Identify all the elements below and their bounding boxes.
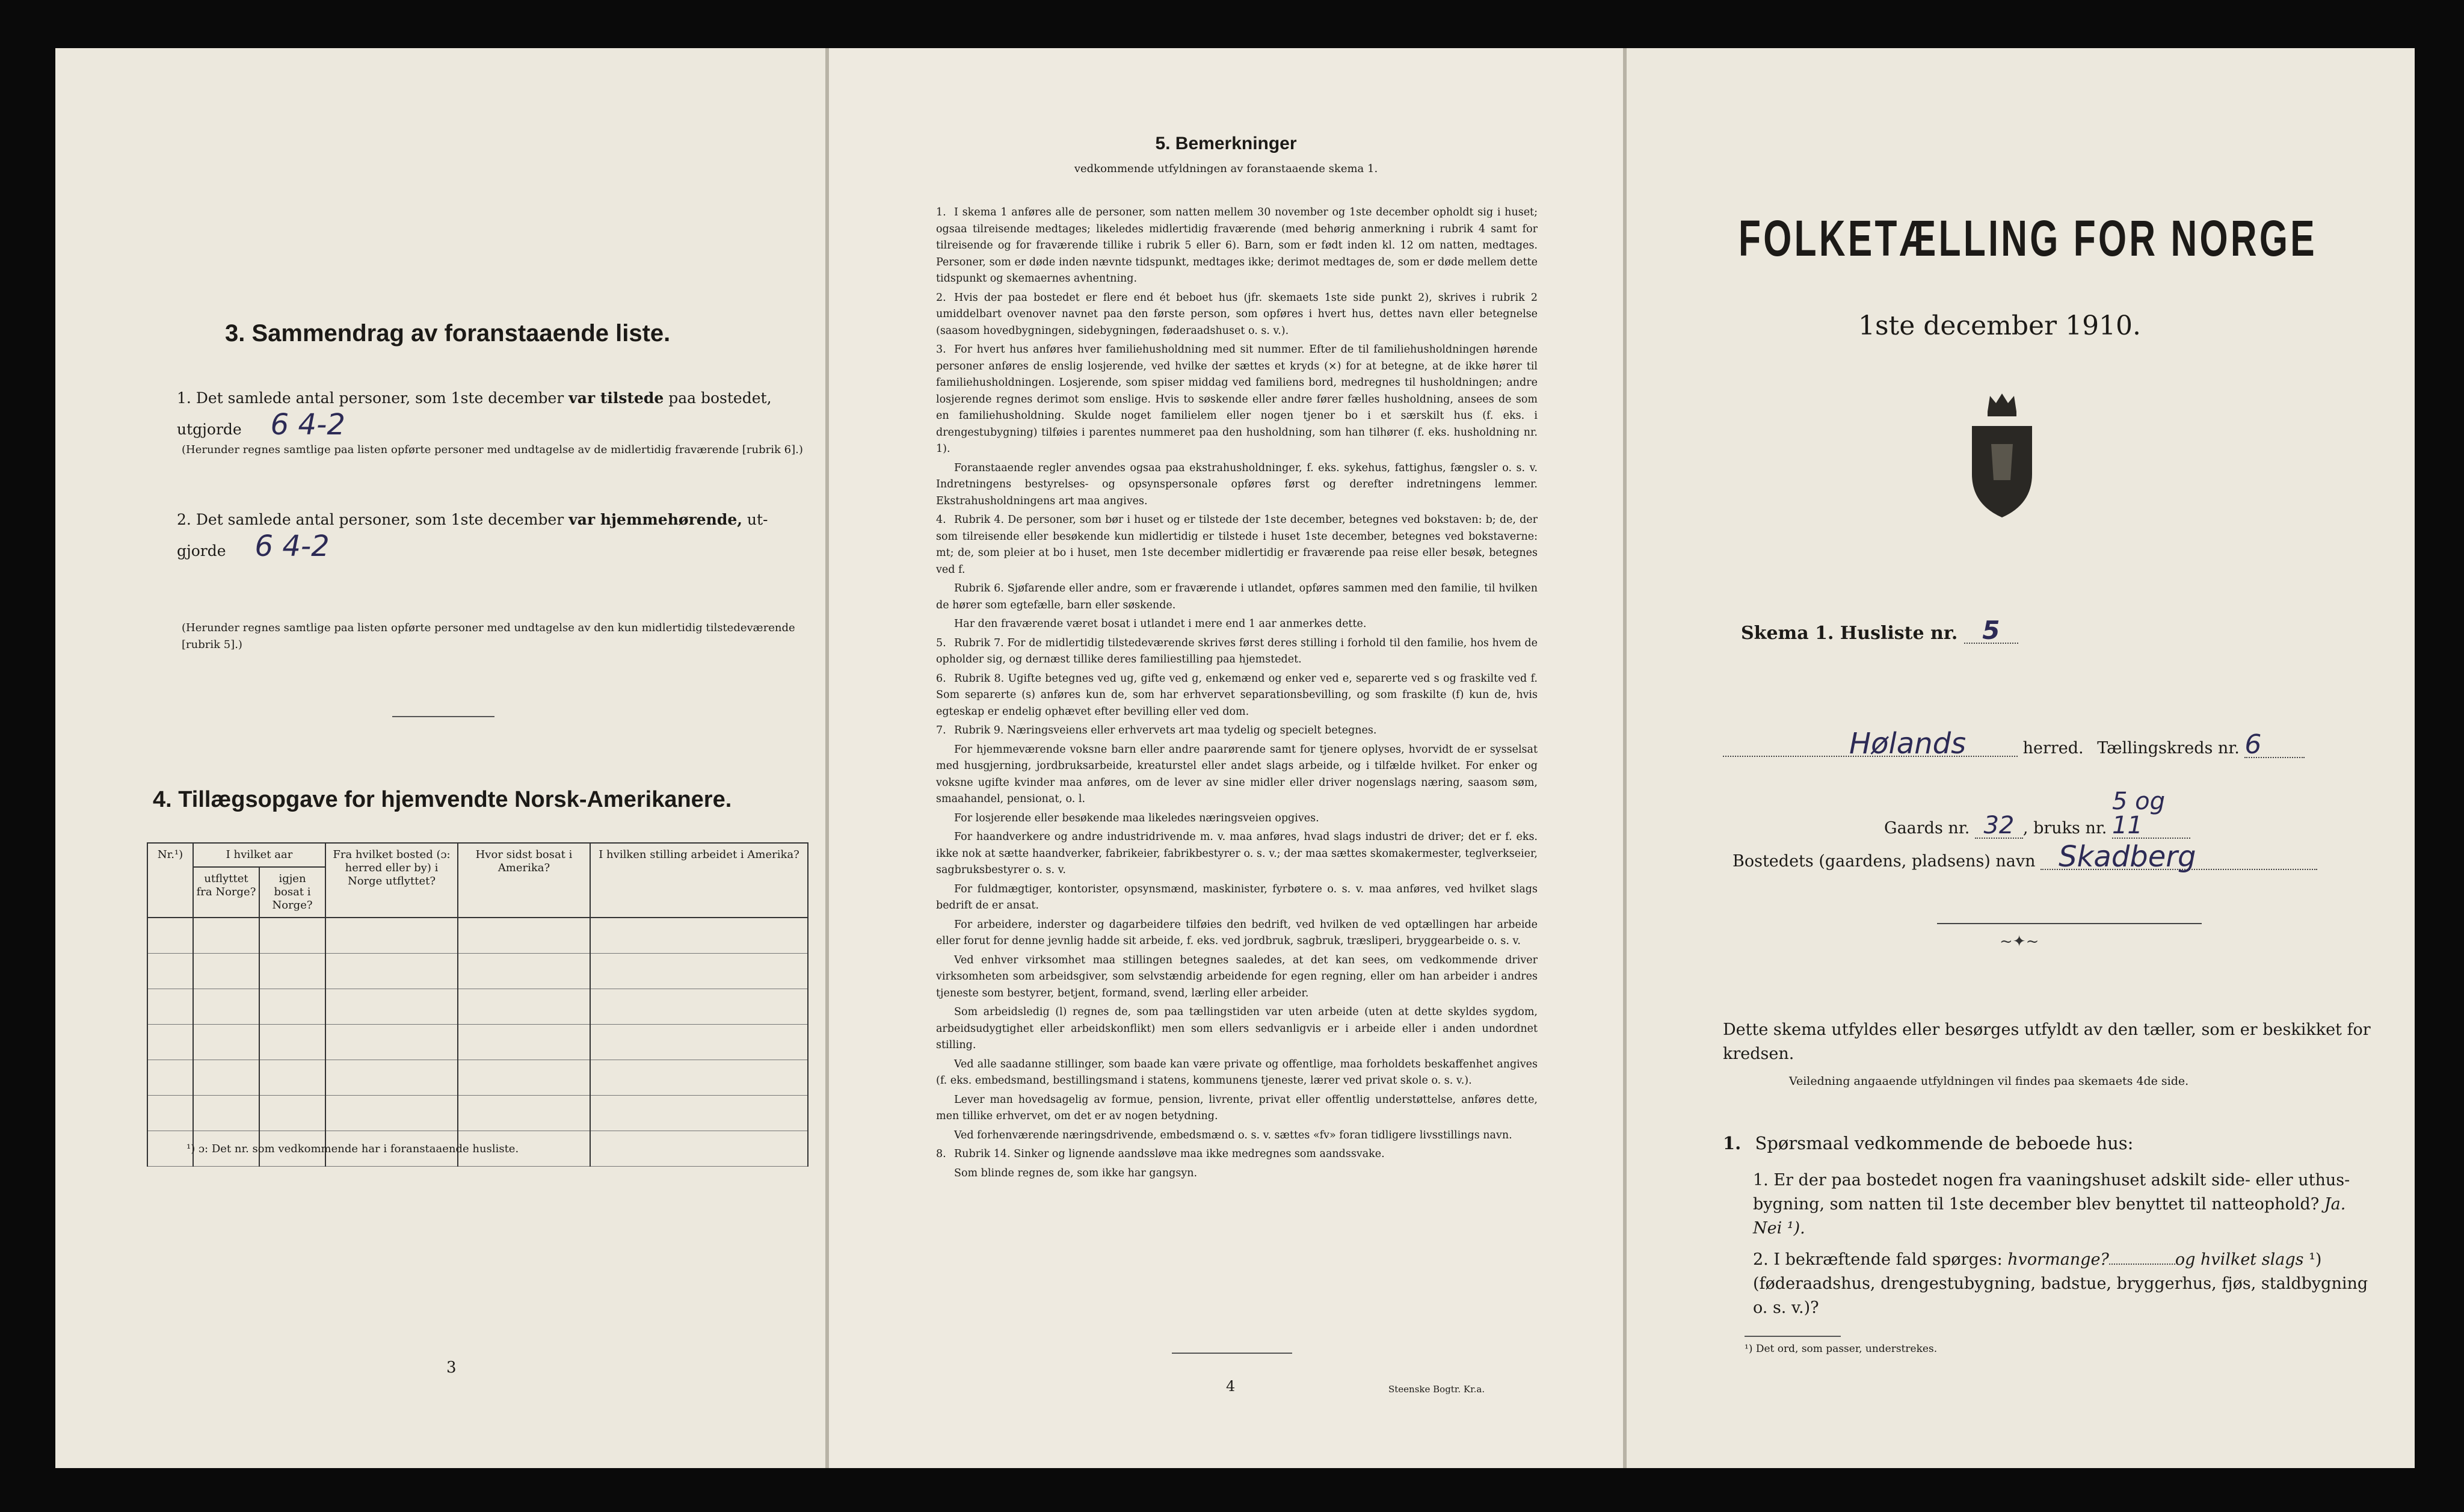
husliste-nr-field: 5: [1964, 619, 2018, 644]
remarks-list: [936, 205, 1538, 1184]
col-year-group: I hvilket aar: [193, 843, 325, 867]
section3-title: 3. Sammendrag av foranstaaende liste.: [225, 320, 671, 347]
table-row: [147, 989, 808, 1025]
form-title: FOLKETÆLLING FOR NORGE: [1739, 210, 2317, 267]
table-row: [147, 954, 808, 989]
gaards-line: Gaards nr. 32 , bruks nr. 5 og 11: [1884, 789, 2190, 841]
item1-handwritten-value: 6 4-2: [270, 408, 345, 442]
form-date: 1ste december 1910.: [1858, 310, 2142, 341]
list-item: Rubrik 6. Sjøfarende eller andre, som er fraværende i utlandet, opføres sammen med den familie, til hvilken de hører som egtefælle, barn eller søskende.: [936, 582, 1538, 611]
list-item: For losjerende eller besøkende maa likeledes næringsveien opgives.: [954, 812, 1319, 824]
list-item: 7. Rubrik 9. Næringsveiens eller erhvervets art maa tydelig og specielt betegnes.: [936, 724, 1377, 736]
question-1: 1. Er der paa bostedet nogen fra vaaningshuset adskilt side- eller uthus-bygning, som natten til 1ste december blev benyttet til natteophold? Ja. Nei ¹).: [1753, 1171, 2350, 1238]
section4-footnote: ¹) ɔ: Det nr. som vedkommende har i foranstaaende husliste.: [186, 1143, 519, 1155]
table-row: [147, 918, 808, 954]
list-item: For fuldmægtiger, kontorister, opsynsmænd, maskinister, fyrbøtere o. s. v. maa anføres, ved hvilket slags bedrift de er ansat.: [936, 883, 1538, 912]
gaards-field: 32: [1975, 813, 2023, 839]
list-item: Ved forhenværende næringsdrivende, embedsmænd o. s. v. sættes «fv» foran tidligere livsstillings navn.: [954, 1129, 1512, 1141]
ornament-icon: ~✦~: [2000, 933, 2039, 951]
list-item: For hjemmeværende voksne barn eller andre paarørende samt for tjenere oplyses, hvorvidt de er sysselsat med husgjerning, jordbruksarbeide, kreaturstel eller andet slags arbeide, og i tilfælde hvilket. For enker og voksne ugifte kvinder maa anføres, om de lever av sine midler eller driver nogenslags næring, saasom søm, smaahandel, pensionat, o. l.: [936, 743, 1538, 805]
questions-heading: 1. Spørsmaal vedkommende de beboede hus:: [1723, 1133, 2134, 1153]
col-position: I hvilken stilling arbeidet i Amerika?: [590, 843, 808, 918]
schema-line: Skema 1. Husliste nr. 5: [1741, 619, 2018, 646]
divider: [1745, 1336, 1841, 1337]
col-nr: Nr.¹): [147, 843, 193, 918]
kreds-field: 6: [2244, 733, 2305, 758]
list-item: Foranstaaende regler anvendes ogsaa paa ekstrahusholdninger, f. eks. sykehus, fattighus, fængsler o. s. v. Indretningens bestyrelses- og opsynspersonale opføres først og derefter indretningens lemmer. Ekstrahusholdningens art maa angives.: [936, 461, 1538, 507]
herred-field: Hølands: [1723, 732, 2018, 757]
section3-item2: 2. Det samlede antal personer, som 1ste december var hjemmehørende, ut- gjorde 6 4-2: [177, 511, 768, 563]
list-item: Ved alle saadanne stillinger, som baade kan være private og offentlige, maa forholdets beskaffenhet angives (f. eks. embedsmand, bestillingsmand i statens, kommunens tjeneste, lærer ved privat skole o. s. v.).: [936, 1058, 1538, 1087]
guidance-text: Veiledning angaaende utfyldningen vil findes paa skemaets 4de side.: [1789, 1075, 2189, 1088]
divider: [1937, 923, 2202, 924]
page-middle: [829, 48, 1623, 1468]
page-number-left: 3: [446, 1359, 457, 1377]
col-from: Fra hvilket bosted (ɔ: herred eller by) i Norge utflyttet?: [325, 843, 458, 918]
list-item: Som arbeidsledig (l) regnes de, som paa tællingstiden var uten arbeide (uten at dette skyldes sygdom, arbeidsudygtighet eller arbeidskonflikt) men som ellers sedvanligvis er i arbeide eller i anden undordnet stilling.: [936, 1006, 1538, 1051]
right-footnote: ¹) Det ord, som passer, understrekes.: [1745, 1343, 1938, 1355]
list-item: Som blinde regnes de, som ikke har gangsyn.: [954, 1167, 1198, 1179]
list-item: 4. Rubrik 4. De personer, som bør i huset og er tilstede der 1ste december, betegnes ved bokstaven: b; de, der som tilreisende eller besøkende kun midlertidig er tilstede i huset 1ste december, betegnes ved bokstaverne: mt; de, som pleier at bo i huset, men 1ste december midlertidig er fraværende paa reise eller besøk, betegnes ved f.: [936, 514, 1538, 576]
table-row: [147, 1096, 808, 1131]
col-emigrated: utflyttet fra Norge?: [193, 867, 259, 918]
herred-line: Hølands herred. Tællingskreds nr. 6: [1723, 732, 2305, 761]
divider: [1172, 1353, 1292, 1354]
section4-title: 4. Tillægsopgave for hjemvendte Norsk-Amerikanere.: [153, 787, 732, 812]
section3-item2-note: (Herunder regnes samtlige paa listen opførte personer med undtagelse av den kun midlertidig tilstedeværende [rubrik 5].): [182, 622, 795, 651]
list-item: 8. Rubrik 14. Sinker og lignende aandssløve maa ikke medregnes som aandssvake.: [936, 1148, 1385, 1160]
coat-of-arms-icon: [1966, 390, 2038, 522]
list-item: 2. Hvis der paa bostedet er flere end ét beboet hus (jfr. skemaets 1ste side punkt 2), skrives i rubrik 2 umiddelbart ovenover navnet paa den første person, som opføres i hvert hus, dettes navn eller betegnelse (saasom hovedbygningen, sidebygningen, føderaadshuset o. s. v.).: [936, 291, 1538, 337]
list-item: 5. Rubrik 7. For de midlertidig tilstedeværende skrives først deres stilling i forhold til den familie, hos hvem de opholder sig, og dernæst tillike deres familiestilling paa hjemstedet.: [936, 637, 1538, 665]
list-item: Lever man hovedsagelig av formue, pension, livrente, privat eller offentlig understøttelse, anføres dette, men tillike erhvervet, om det er av nogen betydning.: [936, 1093, 1538, 1122]
question-2: 2. I bekræftende fald spørges: hvormange? og hvilket slags ¹) (føderaadshus, drengestubygning, badstue, bryggerhus, fjøs, staldbygning o. s. v.)?: [1753, 1250, 2368, 1317]
remarks-subtitle: vedkommende utfyldningen av foranstaaende skema 1.: [1074, 162, 1378, 175]
table-row: [147, 1025, 808, 1060]
bosted-field: Skadberg: [2040, 845, 2317, 870]
list-item: For haandverkere og andre industridrivende m. v. maa anføres, hvad slags industri de driver; det er f. eks. ikke nok at sætte haandverker, fabrikeier, fabrikbestyrer o. s. v.; der maa sættes skomakermester, teglverkseier, sagbruksbestyrer o. s. v.: [936, 831, 1538, 876]
list-item: 1. I skema 1 anføres alle de personer, som natten mellem 30 november og 1ste december opholdt sig i huset; ogsaa tilreisende medtages; likeledes midlertidig fraværende (med behørig anmerkning i rubrik 4 samt for tilreisende og for fraværende tillike i rubrik 5 eller 6). Barn, som er født inden kl. 12 om natten, medtages. Personer, som er døde inden nævnte tidspunkt, medtages ikke; derimot medtages de, som er døde mellem dette tidspunkt og skemaernes avhentning.: [936, 206, 1538, 285]
section3-item1-note: (Herunder regnes samtlige paa listen opførte personer med undtagelse av de midlertidig fraværende [rubrik 6].): [182, 443, 803, 456]
col-returned: igjen bosat i Norge?: [259, 867, 325, 918]
bruks-field: 5 og 11: [2112, 789, 2190, 839]
bosted-line: Bostedets (gaardens, pladsens) navn Skadberg: [1732, 845, 2317, 874]
list-item: For arbeidere, inderster og dagarbeidere tilføies den bedrift, ved hvilken de ved optællingen har arbeide eller forut for denne jevnlig hadde sit arbeide, f. eks. ved jordbruk, sagbruk, træsliperi, bryggearbeide o. s. v.: [936, 918, 1538, 947]
printer-imprint: Steenske Bogtr. Kr.a.: [1388, 1384, 1485, 1395]
q1-options: Ja. Nei ¹).: [1753, 1195, 2346, 1238]
remarks-title: 5. Bemerkninger: [1155, 134, 1297, 153]
intro-text: Dette skema utfyldes eller besørges utfyldt av den tæller, som er beskikket for kredsen.: [1723, 1020, 2371, 1063]
page-right: [1627, 48, 2415, 1468]
list-item: 6. Rubrik 8. Ugifte betegnes ved ug, gifte ved g, enkemænd og enker ved e, separerte ved s og fraskilte ved f. Som separerte (s) anføres kun de, som har erhvervet separationsbevilling, og som fraskilte (f) kun de, hvis egteskap er endelig ophævet efter bevilling eller ved dom.: [936, 672, 1538, 718]
item2-handwritten-value: 6 4-2: [254, 529, 330, 563]
section3-item1: 1. Det samlede antal personer, som 1ste december var tilstede paa bostedet, utgjorde 6 4-2: [177, 389, 772, 442]
page-left: [55, 48, 825, 1468]
list-item: 3. For hvert hus anføres hver familiehusholdning med sit nummer. Efter de til familiehusholdningen hørende personer anføres de enslig losjerende, ved hvilke der sættes et kryds (×) for at betegne, at de ikke hører til familiehusholdningen. Losjerende, som spiser middag ved familiens bord, medregnes til husholdningen; andre losjerende regnes derimot som enslige. Hvis to søskende eller andre fører fælles husholdning, ansees de som en familiehusholdning. Skulde noget familielem eller nogen tjener bo i et særskilt hus (f. eks. i drengestubygning) tilføies i parentes nummeret paa den husholdning, som han tilhører (f. eks. husholdning nr. 1).: [936, 344, 1538, 455]
col-where: Hvor sidst bosat i Amerika?: [458, 843, 590, 918]
list-item: Har den fraværende været bosat i utlandet i mere end 1 aar anmerkes dette.: [954, 618, 1367, 630]
list-item: Ved enhver virksomhet maa stillingen betegnes saaledes, at det kan sees, om vedkommende driver virksomheten som arbeidsgiver, som selvstændig arbeidende for egen regning, eller om han arbeider i andres tjeneste som bestyrer, betjent, formand, svend, lærling eller arbeider.: [936, 954, 1538, 999]
page-number-middle: 4: [1226, 1378, 1236, 1395]
table-row: [147, 1060, 808, 1096]
norsk-amerikanere-table: [147, 842, 808, 1167]
divider: [392, 716, 494, 717]
